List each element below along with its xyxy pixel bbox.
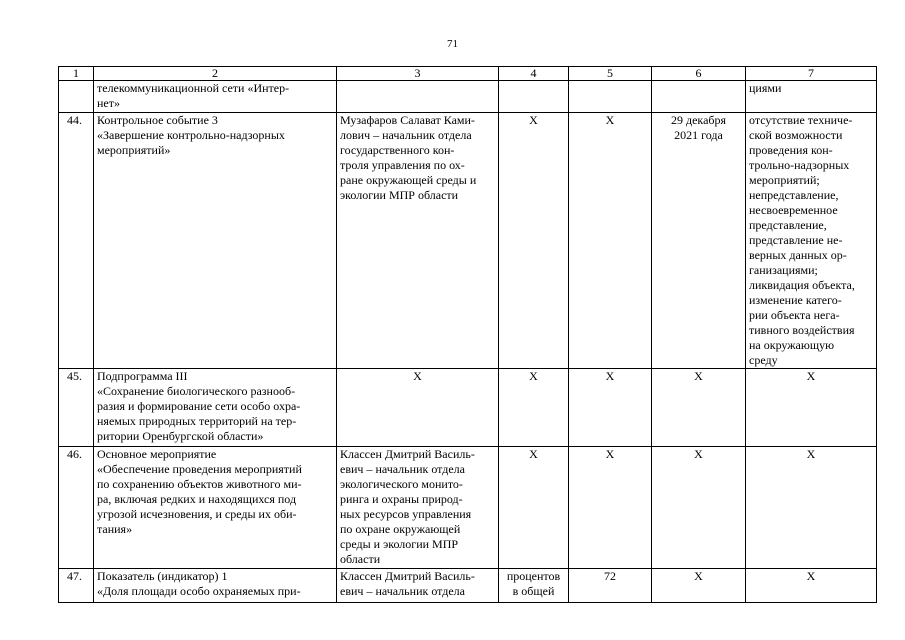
table-row (59, 81, 877, 113)
row-number-cell: 44. (59, 113, 94, 369)
risks-cell: отсутствие техниче- ской возможности проведения кон- трольно-надзорных мероприятий; непредставление, несвоевременное представление, представление не- верных данных ор- ганизациями; ликвидация объекта, изменение катего- рии объекта нега- тивного воздействия на окружающую среду (746, 113, 877, 369)
item-name-cell: Основное мероприятие «Обеспечение проведения мероприятий по сохранению объектов животного ми- ра, включая редких и находящихся под угрозой исчезновения, и среды их оби- тания» (94, 447, 337, 569)
risks-cell: циями (746, 81, 877, 113)
date-cell: Х (652, 369, 746, 447)
responsible-cell: Классен Дмитрий Василь- евич – начальник отдела экологического монито- ринга и охраны природ- ных ресурсов управления по охране окружающей среды и экологии МПР области (337, 447, 499, 569)
item-name-cell: Контрольное событие 3 «Завершение контрольно-надзорных мероприятий» (94, 113, 337, 369)
item-name-cell: телекоммуникационной сети «Интер- нет» (94, 81, 337, 113)
date-cell: Х (652, 569, 746, 603)
page-number: 71 (447, 38, 458, 50)
column-number: 7 (746, 67, 877, 81)
column-number: 1 (59, 67, 94, 81)
risks-cell: Х (746, 569, 877, 603)
unit-cell: Х (499, 369, 569, 447)
value-cell: Х (569, 113, 652, 369)
unit-cell: Х (499, 113, 569, 369)
value-cell: 72 (569, 569, 652, 603)
unit-cell: Х (499, 447, 569, 569)
value-cell (569, 81, 652, 113)
date-cell: 29 декабря 2021 года (652, 113, 746, 369)
row-number-cell: 45. (59, 369, 94, 447)
date-cell (652, 81, 746, 113)
row-number-cell: 46. (59, 447, 94, 569)
date-cell: Х (652, 447, 746, 569)
item-name-cell: Подпрограмма III «Сохранение биологического разнооб- разия и формирование сети особо охра- няемых природных территорий на тер- ритории Оренбургской области» (94, 369, 337, 447)
value-cell: Х (569, 369, 652, 447)
table-row (59, 447, 877, 569)
column-number: 3 (337, 67, 499, 81)
row-number-cell (59, 81, 94, 113)
column-number: 2 (94, 67, 337, 81)
column-number: 4 (499, 67, 569, 81)
column-number-header-row (59, 67, 877, 81)
item-name-cell: Показатель (индикатор) 1 «Доля площади особо охраняемых при- (94, 569, 337, 603)
table-row (59, 113, 877, 369)
table-row (59, 369, 877, 447)
monitoring-table (58, 66, 877, 603)
responsible-cell: Х (337, 369, 499, 447)
unit-cell (499, 81, 569, 113)
column-number: 5 (569, 67, 652, 81)
responsible-cell: Классен Дмитрий Василь- евич – начальник отдела (337, 569, 499, 603)
responsible-cell (337, 81, 499, 113)
risks-cell: Х (746, 447, 877, 569)
table-row (59, 569, 877, 603)
row-number-cell: 47. (59, 569, 94, 603)
risks-cell: Х (746, 369, 877, 447)
column-number: 6 (652, 67, 746, 81)
value-cell: Х (569, 447, 652, 569)
unit-cell: процентов в общей (499, 569, 569, 603)
responsible-cell: Музафаров Салават Ками- лович – начальник отдела государственного кон- троля управления по ох- ране окружающей среды и экологии МПР области (337, 113, 499, 369)
